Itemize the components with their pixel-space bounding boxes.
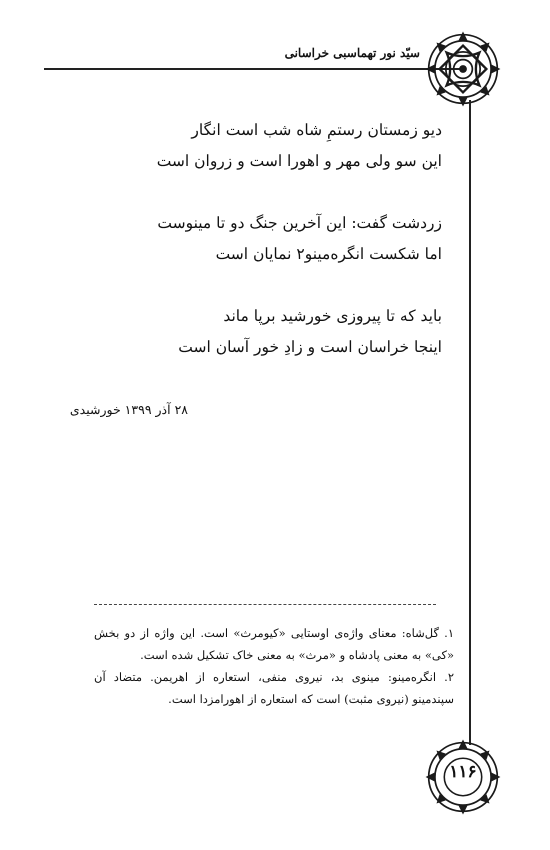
header-rule [44,68,464,70]
footnotes [94,622,454,710]
stanza [112,301,442,363]
poem [112,115,442,394]
margin-rule [469,100,471,745]
page-number: ۱۱۶ [449,762,477,782]
verse-line: زردشت گفت: این آخرین جنگ دو تا مینوست [157,214,442,232]
verse-line: این سو ولی مهر و اهورا است و زروان است [156,152,442,170]
footnote-separator [94,604,436,605]
rosette-icon [424,30,502,108]
footnote: ۱. گل‌شاه: معنای واژه‌ی اوستایی «کیومرث» است. این واژه از دو بخش «کی» به معنی پادشاه و «مرث» به معنی خاک تشکیل شده است. [94,626,454,662]
poem-date: ۲۸ آذر ۱۳۹۹ خورشیدی [69,402,188,417]
stanza [112,208,442,270]
footnote: ۲. انگره‌مینو: مینوی بد، نیروی منفی، استعاره از اهریمن. متضاد آن سپندمینو (نیروی مثبت) است که استعاره از اهورامزدا است. [94,670,454,706]
verse-line: باید که تا پیروزی خورشید برپا ماند [223,307,442,325]
verse-line: اما شکست انگره‌مینو۲ نمایان است [215,245,442,263]
running-title: سیّد نور تهماسبی خراسانی [284,46,420,60]
verse-line: اینجا خراسان است و زادِ خور آسان است [178,338,442,356]
stanza [112,115,442,177]
verse-line: دیو زمستان رستمِ شاه شب است انگار [191,121,442,139]
